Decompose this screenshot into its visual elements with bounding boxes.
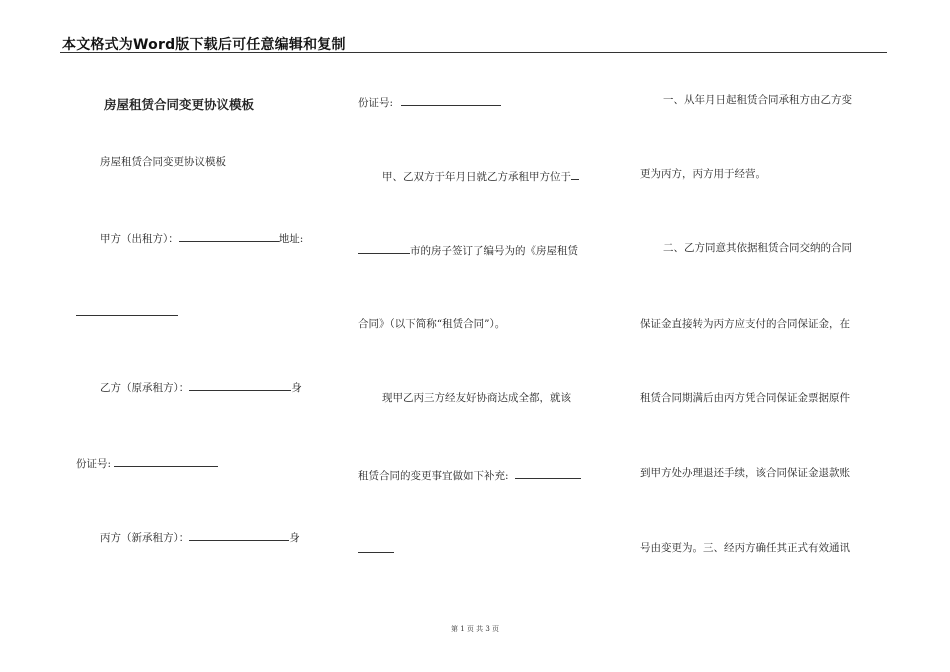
party-c-blank bbox=[189, 530, 289, 541]
party-b-label: 乙方（原承租方）： bbox=[100, 382, 190, 394]
paragraph1-text1: 甲、乙双方于年月日就乙方承租甲方位于 bbox=[382, 171, 571, 183]
subtitle-text: 房屋租赁合同变更协议模板 bbox=[100, 156, 226, 168]
clause2-line1: 二、乙方同意其依据租赁合同交纳的合同 bbox=[663, 242, 852, 254]
party-c-line bbox=[100, 530, 300, 544]
party-b-line bbox=[100, 380, 302, 394]
clause2-line4: 到甲方处办理退还手续，该合同保证金退款账 bbox=[640, 467, 850, 479]
party-b-blank bbox=[189, 380, 291, 391]
clause2-line2: 保证金直接转为丙方应支付的合同保证金，在 bbox=[640, 318, 850, 330]
party-c-id-blank bbox=[401, 95, 501, 106]
paragraph1-line2 bbox=[358, 243, 578, 257]
paragraph2-text2: 租赁合同的变更事宜做如下补充: bbox=[358, 470, 509, 482]
paragraph2-line1: 现甲乙丙三方经友好协商达成全都，就该 bbox=[382, 392, 571, 404]
party-a-address-blank bbox=[76, 315, 178, 316]
party-a-address-label: 地址: bbox=[278, 233, 304, 245]
party-a-label: 甲方（出租方）： bbox=[100, 233, 179, 245]
party-b-id-line bbox=[76, 456, 218, 470]
city-blank bbox=[358, 243, 410, 254]
party-b-id-label: 份证号: bbox=[76, 458, 112, 470]
party-a-line bbox=[100, 231, 303, 245]
party-c-label: 丙方（新承租方）： bbox=[100, 532, 190, 544]
paragraph1-text2: 市的房子签订了编号为的《房屋租赁 bbox=[410, 245, 578, 257]
clause1-line2: 更为丙方，丙方用于经营。 bbox=[640, 168, 766, 180]
document-title: 房屋租赁合同变更协议模板 bbox=[104, 97, 255, 112]
location-blank bbox=[571, 169, 579, 180]
page-number: 第 1 页 共 3 页 bbox=[450, 625, 500, 633]
paragraph2-line2 bbox=[358, 468, 581, 482]
document-header: 本文格式为Word版下载后可任意编辑和复制 bbox=[62, 37, 346, 53]
supplement-blank-continued bbox=[358, 552, 394, 553]
party-c-tail: 身 bbox=[289, 532, 300, 544]
party-c-id-label: 份证号: bbox=[358, 97, 394, 109]
supplement-blank bbox=[515, 468, 581, 479]
clause2-line5: 号由变更为。三、经丙方确任其正式有效通讯 bbox=[640, 542, 850, 554]
clause1-line1: 一、从年月日起租赁合同承租方由乙方变 bbox=[663, 94, 852, 106]
party-b-id-blank bbox=[114, 456, 218, 467]
header-rule bbox=[60, 52, 887, 53]
paragraph1-line1 bbox=[382, 169, 579, 183]
clause2-line3: 租赁合同期满后由丙方凭合同保证金票据原件 bbox=[640, 392, 850, 404]
party-a-blank bbox=[179, 231, 279, 242]
party-c-id-line bbox=[358, 95, 501, 109]
party-b-tail: 身 bbox=[291, 382, 302, 394]
paragraph1-line3: 合同》（以下简称“租赁合同”）。 bbox=[358, 318, 506, 330]
